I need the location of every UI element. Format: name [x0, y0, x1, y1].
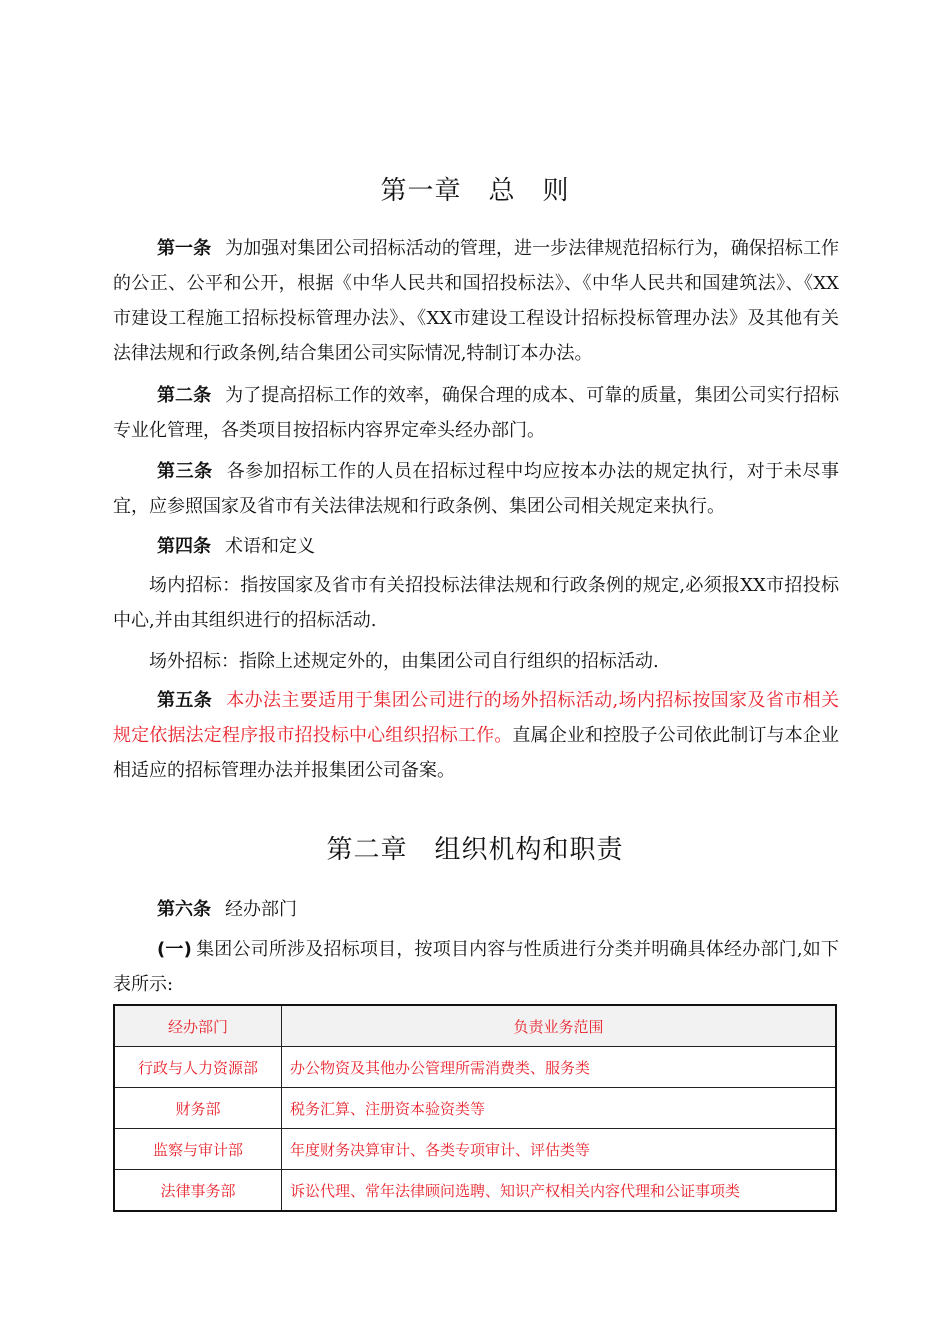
table-row	[114, 1170, 836, 1212]
article-5-label: 第五条	[157, 690, 213, 711]
department-cell: 法律事务部	[114, 1170, 282, 1212]
department-cell: 财务部	[114, 1088, 282, 1129]
department-cell: 监察与审计部	[114, 1129, 282, 1170]
article-1	[113, 231, 839, 371]
definition-offsite: 场外招标：指除上述规定外的，由集团公司自行组织的招标活动.	[149, 651, 659, 672]
article-5	[113, 683, 839, 788]
article-2	[113, 378, 839, 448]
scope-cell: 办公物资及其他办公管理所需消费类、服务类	[282, 1047, 837, 1088]
item-1-text: 集团公司所涉及招标项目，按项目内容与性质进行分类并明确具体经办部门,如下表所示:	[113, 939, 840, 995]
scope-cell: 年度财务决算审计、各类专项审计、评估类等	[282, 1129, 837, 1170]
article-4	[113, 529, 839, 564]
scope-cell: 诉讼代理、常年法律顾问选聘、知识产权相关内容代理和公证事项类	[282, 1170, 837, 1212]
chapter-2-title: 第二章 组织机构和职责	[326, 835, 624, 865]
scope-cell: 税务汇算、注册资本验资类等	[282, 1088, 837, 1129]
article-3-text: 各参加招标工作的人员在招标过程中均应按本办法的规定执行，对于未尽事宜，应参照国家及省市有关法律法规和行政条例、集团公司相关规定来执行。	[113, 461, 840, 517]
table-row	[114, 1088, 836, 1129]
item-1	[113, 932, 839, 1002]
item-1-label: (一)	[157, 939, 192, 960]
article-1-label: 第一条	[157, 238, 212, 259]
chapter-1-title: 第一章 总 则	[380, 176, 570, 206]
header-department: 经办部门	[114, 1005, 282, 1047]
department-cell: 行政与人力资源部	[114, 1047, 282, 1088]
article-2-label: 第二条	[157, 385, 212, 406]
article-6	[113, 892, 839, 927]
article-3	[113, 454, 839, 524]
table-row	[114, 1047, 836, 1088]
table-header-row	[114, 1005, 836, 1047]
article-1-text: 为加强对集团公司招标活动的管理，进一步法律规范招标行为，确保招标工作的公正、公平和公开，根据《中华人民共和国招投标法》、《中华人民共和国建筑法》、《XX市建设工程施工招标投标管理办法》、《XX市建设工程设计招标投标管理办法》及其他有关法律法规和行政条例,结合集团公司实际情况,特制订本办法。	[113, 238, 840, 364]
definition-onsite: 场内招标：指按国家及省市有关招投标法律法规和行政条例的规定,必须报XX市招投标中心,并由其组织进行的招标活动.	[113, 575, 839, 631]
article-2-text: 为了提高招标工作的效率，确保合理的成本、可靠的质量，集团公司实行招标专业化管理，各类项目按招标内容界定牵头经办部门。	[113, 385, 840, 441]
department-table	[113, 1004, 837, 1212]
article-4-label: 第四条	[157, 536, 211, 557]
header-scope: 负责业务范围	[282, 1005, 837, 1047]
article-3-label: 第三条	[157, 461, 213, 482]
article-6-label: 第六条	[157, 899, 211, 920]
table-row	[114, 1129, 836, 1170]
article-6-text: 经办部门	[225, 899, 297, 920]
article-5-text-red: 本办法主要适用于集团公司进行的场外招标活动,场内招标按国家及省市相关规定依据法定程序报市招投标中心组织招标工作。	[113, 690, 840, 746]
article-4-text: 术语和定义	[225, 536, 315, 557]
article-5-text: 直属企业和控股子公司依此制订与本企业相适应的招标管理办法并报集团公司备案。	[113, 725, 840, 781]
